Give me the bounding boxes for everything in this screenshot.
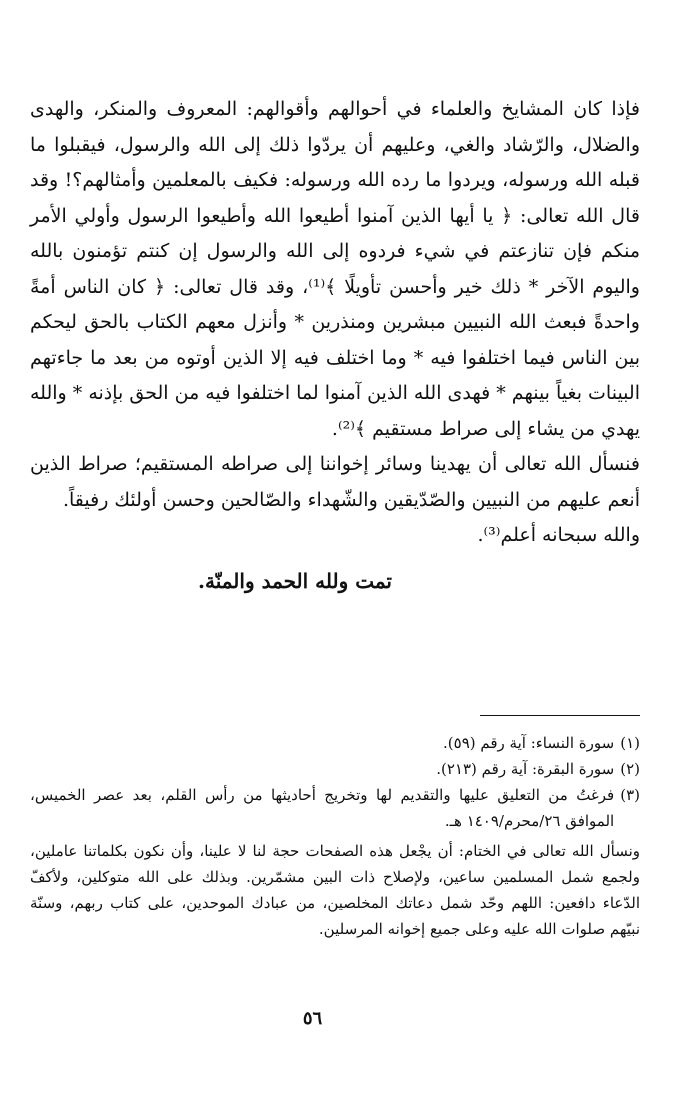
footnote-number: (٢) bbox=[620, 760, 640, 778]
body-paragraph-2: فنسأل الله تعالى أن يهدينا وسائر إخواننا إلى صراطه المستقيم؛ صراط الذين أنعم عليهم من النبيين والصّدّيقين والشّهداء والصّالحين وحسن أولئك رفيقاً. bbox=[30, 453, 640, 511]
footnote-2 bbox=[30, 756, 640, 782]
footnote-text: فرغتُ من التعليق عليها والتقديم لها وتخريج أحاديثها من رأس القلم، بعد عصر الخميس، الموافق ٢٦/محرم/١٤٠٩ هـ. bbox=[30, 786, 615, 830]
body-paragraph-3: والله سبحانه أعلم⁽³⁾. bbox=[477, 524, 640, 546]
body-paragraph-1: فإذا كان المشايخ والعلماء في أحوالهم وأقوالهم: المعروف والمنكر، والهدى والضلال، والرّشاد والغي، وعليهم أن يردّوا ذلك إلى الله والرسول، فيقبلوا ما قبله الله ورسوله، ويردوا ما رده الله ورسوله: فكيف بالمعلمين وأمثالهم؟! وقد قال الله تعالى: ﴿ يا أيها الذين آمنوا أطيعوا الله وأطيعوا الرسول وأولي الأمر منكم فإن تنازعتم في شيء فردوه إلى الله والرسول إن كنتم تؤمنون بالله واليوم الآخر * ذلك خير وأحسن تأويلًا ﴾⁽¹⁾، وقد قال تعالى: ﴿ كان الناس أمةً واحدةً فبعث الله النبيين مبشرين ومنذرين * وأنزل معهم الكتاب بالحق ليحكم بين الناس فيما اختلفوا فيه * وما اختلف فيه إلا الذين أوتوه من بعد ما جاءتهم البينات بغياً بينهم * فهدى الله الذين آمنوا لما اختلفوا فيه من الحق بإذنه * والله يهدي من يشاء إلى صراط مستقيم ﴾⁽²⁾. bbox=[30, 98, 640, 440]
footnote-number: (١) bbox=[620, 734, 640, 752]
footnote-closing-paragraph: ونسأل الله تعالى في الختام: أن يجْعل هذه الصفحات حجة لنا لا علينا، وأن نكون بكلماتنا عاملين، ولجمع شمل المسلمين ساعين، ولإصلاح ذات البين مشمّرين. وبذلك على الله متوكلين، ولأكفّ الدّعاء دافعين: اللهم وحّد شمل دعاتك المخلصين، من عبادك الموحدين، على كتاب ربهم، وسنّة نبيّهم صلوات الله عليه وعلى جميع إخوانه المرسلين. bbox=[30, 842, 640, 938]
footnote-text: سورة البقرة: آية رقم (٢١٣). bbox=[436, 760, 615, 778]
body-text bbox=[30, 92, 640, 554]
footnote-text: سورة النساء: آية رقم (٥٩). bbox=[443, 734, 615, 752]
page-number: ٥٦ bbox=[302, 1008, 323, 1029]
footnote-separator bbox=[480, 715, 640, 716]
footnote-1 bbox=[30, 730, 640, 756]
footnote-3 bbox=[30, 782, 640, 834]
footnote-number: (٣) bbox=[620, 786, 640, 804]
footnotes bbox=[30, 730, 640, 942]
closing-line: تمت ولله الحمد والمنّة. bbox=[198, 568, 392, 593]
main-content bbox=[30, 92, 640, 596]
